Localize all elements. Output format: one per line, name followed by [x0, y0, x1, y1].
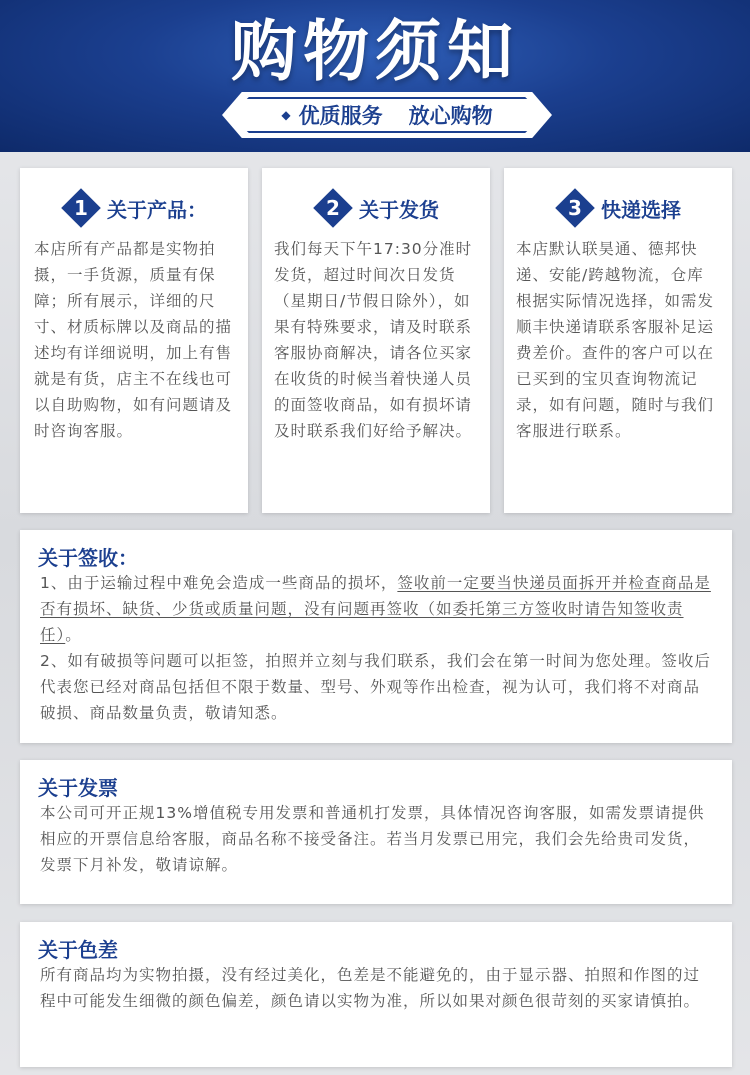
section-title: 关于色差	[38, 938, 118, 962]
card-title: 关于发货	[359, 197, 439, 222]
card-body: 我们每天下午17:30分准时发货，超过时间次日发货（星期日/节假日除外），如果有特殊要求，请及时联系客服协商解决，请各位买家在收货的时候当着快递人员的面签收商品，如有损坏请及时联系我们好给予解决。	[274, 240, 473, 440]
card-body: 本店默认联昊通、德邦快递、安能/跨越物流，仓库根据实际情况选择，如需发顺丰快递请联系客服补足运费差价。查件的客户可以在已买到的宝贝查询物流记录，如有问题，随时与我们客服进行联系。	[516, 240, 715, 440]
card-header	[504, 182, 732, 234]
subtitle-left: 优质服务	[298, 104, 383, 128]
number-badge: 1	[61, 188, 101, 228]
card-header	[20, 182, 248, 234]
sign-underlined-text: 签收前一定要当快递员面拆开并检查商品是否有损坏、缺货、少货或质量问题，没有问题再签收（如委托第三方签收时请告知签收责任）	[40, 574, 711, 644]
invoice-section	[20, 760, 732, 904]
courier-card	[504, 168, 732, 513]
section-title: 关于发票	[38, 776, 118, 800]
shipping-card	[262, 168, 490, 513]
number-badge: 2	[313, 188, 353, 228]
sign-paragraph-2: 2、如有破损等问题可以拒签，拍照并立刻与我们联系，我们会在第一时间为您处理。签收后代表您已经对商品包括但不限于数量、型号、外观等作出检查，视为认可，我们将不对商品破损、商品数量负责，敬请知悉。	[40, 652, 711, 722]
diamond-icon: ◆	[281, 108, 291, 122]
card-header	[262, 182, 490, 234]
section-body: 本公司可开正规13%增值税专用发票和普通机打发票，具体情况咨询客服，如需发票请提供相应的开票信息给客服，商品名称不接受备注。若当月发票已用完，我们会先给贵司发货，发票下月补发，敬请谅解。	[40, 804, 705, 874]
card-body: 本店所有产品都是实物拍摄，一手货源，质量有保障；所有展示，详细的尺寸、材质标牌以及商品的描述均有详细说明，加上有售就是有货，店主不在线也可以自助购物，如有问题请及时咨询客服。	[34, 240, 233, 440]
card-title: 快递选择	[601, 197, 681, 222]
page-title: 购物须知	[231, 13, 519, 90]
color-section	[20, 922, 732, 1067]
section-title: 关于签收：	[38, 546, 138, 570]
header-banner	[0, 0, 750, 152]
section-body: 所有商品均为实物拍摄，没有经过美化，色差是不能避免的，由于显示器、拍照和作图的过程中可能发生细微的颜色偏差，颜色请以实物为准，所以如果对颜色很苛刻的买家请慎拍。	[40, 966, 701, 1010]
product-card	[20, 168, 248, 513]
subtitle-right: 放心购物	[408, 104, 493, 128]
card-title: 关于产品：	[107, 197, 207, 222]
subtitle	[222, 92, 552, 138]
section-body	[40, 570, 716, 726]
sign-paragraph-1: 1、由于运输过程中难免会造成一些商品的损坏，签收前一定要当快递员面拆开并检查商品是否有损坏、缺货、少货或质量问题，没有问题再签收（如委托第三方签收时请告知签收责任）。	[40, 574, 711, 644]
number-badge: 3	[555, 188, 595, 228]
sign-section	[20, 530, 732, 743]
